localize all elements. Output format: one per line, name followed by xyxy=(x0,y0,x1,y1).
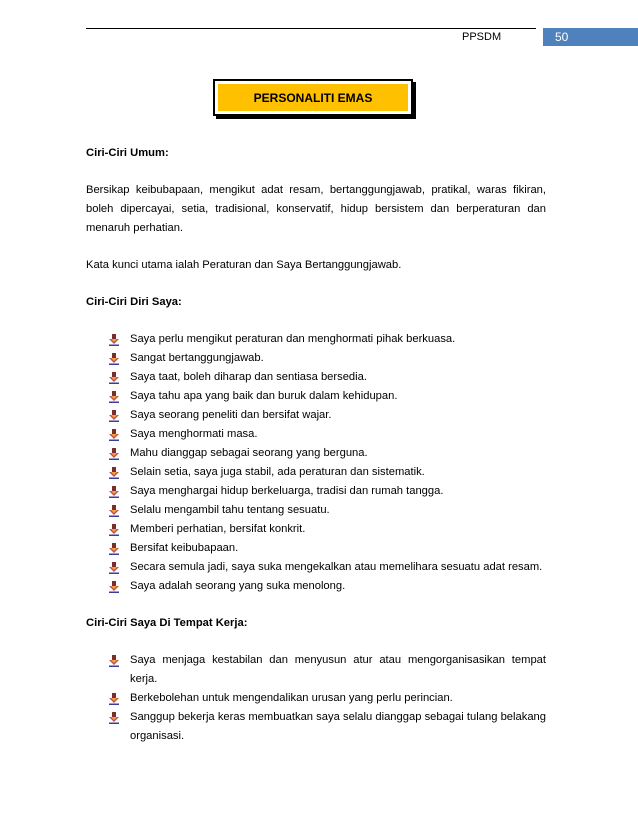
page-number-badge xyxy=(543,28,638,46)
down-arrow-bullet-icon xyxy=(108,372,120,384)
list-item xyxy=(86,708,546,746)
header-label: PPSDM xyxy=(462,31,502,43)
list-item-text: Saya menjaga kestabilan dan menyusun atur atau mengorganisasikan tempat kerja. xyxy=(130,654,546,685)
down-arrow-bullet-icon xyxy=(108,353,120,365)
down-arrow-bullet-icon xyxy=(108,693,120,705)
down-arrow-bullet-icon xyxy=(108,712,120,724)
down-arrow-bullet-icon xyxy=(108,410,120,422)
page-number: 50 xyxy=(555,30,569,44)
list-item-text: Selalu mengambil tahu tentang sesuatu. xyxy=(130,504,330,516)
down-arrow-bullet-icon xyxy=(108,655,120,667)
list-item xyxy=(86,651,546,689)
down-arrow-bullet-icon xyxy=(108,467,120,479)
keyword-line: Kata kunci utama ialah Peraturan dan Saya Bertanggungjawab. xyxy=(86,259,402,271)
list-item-text: Sangat bertanggungjawab. xyxy=(130,352,264,364)
list-item xyxy=(86,444,546,463)
title-box xyxy=(213,79,413,116)
down-arrow-bullet-icon xyxy=(108,562,120,574)
list-item xyxy=(86,406,546,425)
down-arrow-bullet-icon xyxy=(108,543,120,555)
down-arrow-bullet-icon xyxy=(108,505,120,517)
list-item-text: Mahu dianggap sebagai seorang yang berguna. xyxy=(130,447,368,459)
down-arrow-bullet-icon xyxy=(108,524,120,536)
list-item-text: Saya tahu apa yang baik dan buruk dalam kehidupan. xyxy=(130,390,398,402)
list-item-text: Memberi perhatian, bersifat konkrit. xyxy=(130,523,306,535)
down-arrow-bullet-icon xyxy=(108,391,120,403)
list-item-text: Saya menghormati masa. xyxy=(130,428,258,440)
list-item-text: Saya perlu mengikut peraturan dan menghormati pihak berkuasa. xyxy=(130,333,456,345)
paragraph-ciri-umum: Bersikap keibubapaan, mengikut adat resam, bertanggungjawab, pratikal, waras fikiran, boleh dipercayai, setia, tradisional, konservatif, hidup bersistem dan berperaturan dan menaruh perhatian. xyxy=(86,184,546,234)
list-item xyxy=(86,520,546,539)
list-item xyxy=(86,425,546,444)
list-item xyxy=(86,539,546,558)
heading-ciri-kerja: Ciri-Ciri Saya Di Tempat Kerja: xyxy=(86,617,248,629)
list-item xyxy=(86,463,546,482)
document-body xyxy=(86,144,546,746)
heading-ciri-diri: Ciri-Ciri Diri Saya: xyxy=(86,296,182,308)
list-item-text: Bersifat keibubapaan. xyxy=(130,542,239,554)
list-item xyxy=(86,387,546,406)
list-item xyxy=(86,368,546,387)
list-item xyxy=(86,558,546,577)
page-title: PERSONALITI EMAS xyxy=(218,84,408,111)
list-item-text: Saya adalah seorang yang suka menolong. xyxy=(130,580,346,592)
list-item-text: Saya seorang peneliti dan bersifat wajar. xyxy=(130,409,332,421)
list-item xyxy=(86,330,546,349)
heading-ciri-umum: Ciri-Ciri Umum: xyxy=(86,147,169,159)
list-item xyxy=(86,689,546,708)
down-arrow-bullet-icon xyxy=(108,429,120,441)
list-item-text: Selain setia, saya juga stabil, ada peraturan dan sistematik. xyxy=(130,466,425,478)
list-item xyxy=(86,482,546,501)
list-ciri-kerja xyxy=(86,651,546,746)
list-item-text: Saya menghargai hidup berkeluarga, tradisi dan rumah tangga. xyxy=(130,485,444,497)
header-rule xyxy=(86,28,536,29)
list-item xyxy=(86,501,546,520)
down-arrow-bullet-icon xyxy=(108,448,120,460)
list-item-text: Secara semula jadi, saya suka mengekalkan atau memelihara sesuatu adat resam. xyxy=(130,561,543,573)
list-item xyxy=(86,349,546,368)
list-ciri-diri xyxy=(86,330,546,596)
list-item-text: Sanggup bekerja keras membuatkan saya selalu dianggap sebagai tulang belakang organisasi. xyxy=(130,711,546,742)
list-item xyxy=(86,577,546,596)
down-arrow-bullet-icon xyxy=(108,581,120,593)
down-arrow-bullet-icon xyxy=(108,486,120,498)
list-item-text: Saya taat, boleh diharap dan sentiasa bersedia. xyxy=(130,371,367,383)
list-item-text: Berkebolehan untuk mengendalikan urusan yang perlu perincian. xyxy=(130,692,453,704)
down-arrow-bullet-icon xyxy=(108,334,120,346)
